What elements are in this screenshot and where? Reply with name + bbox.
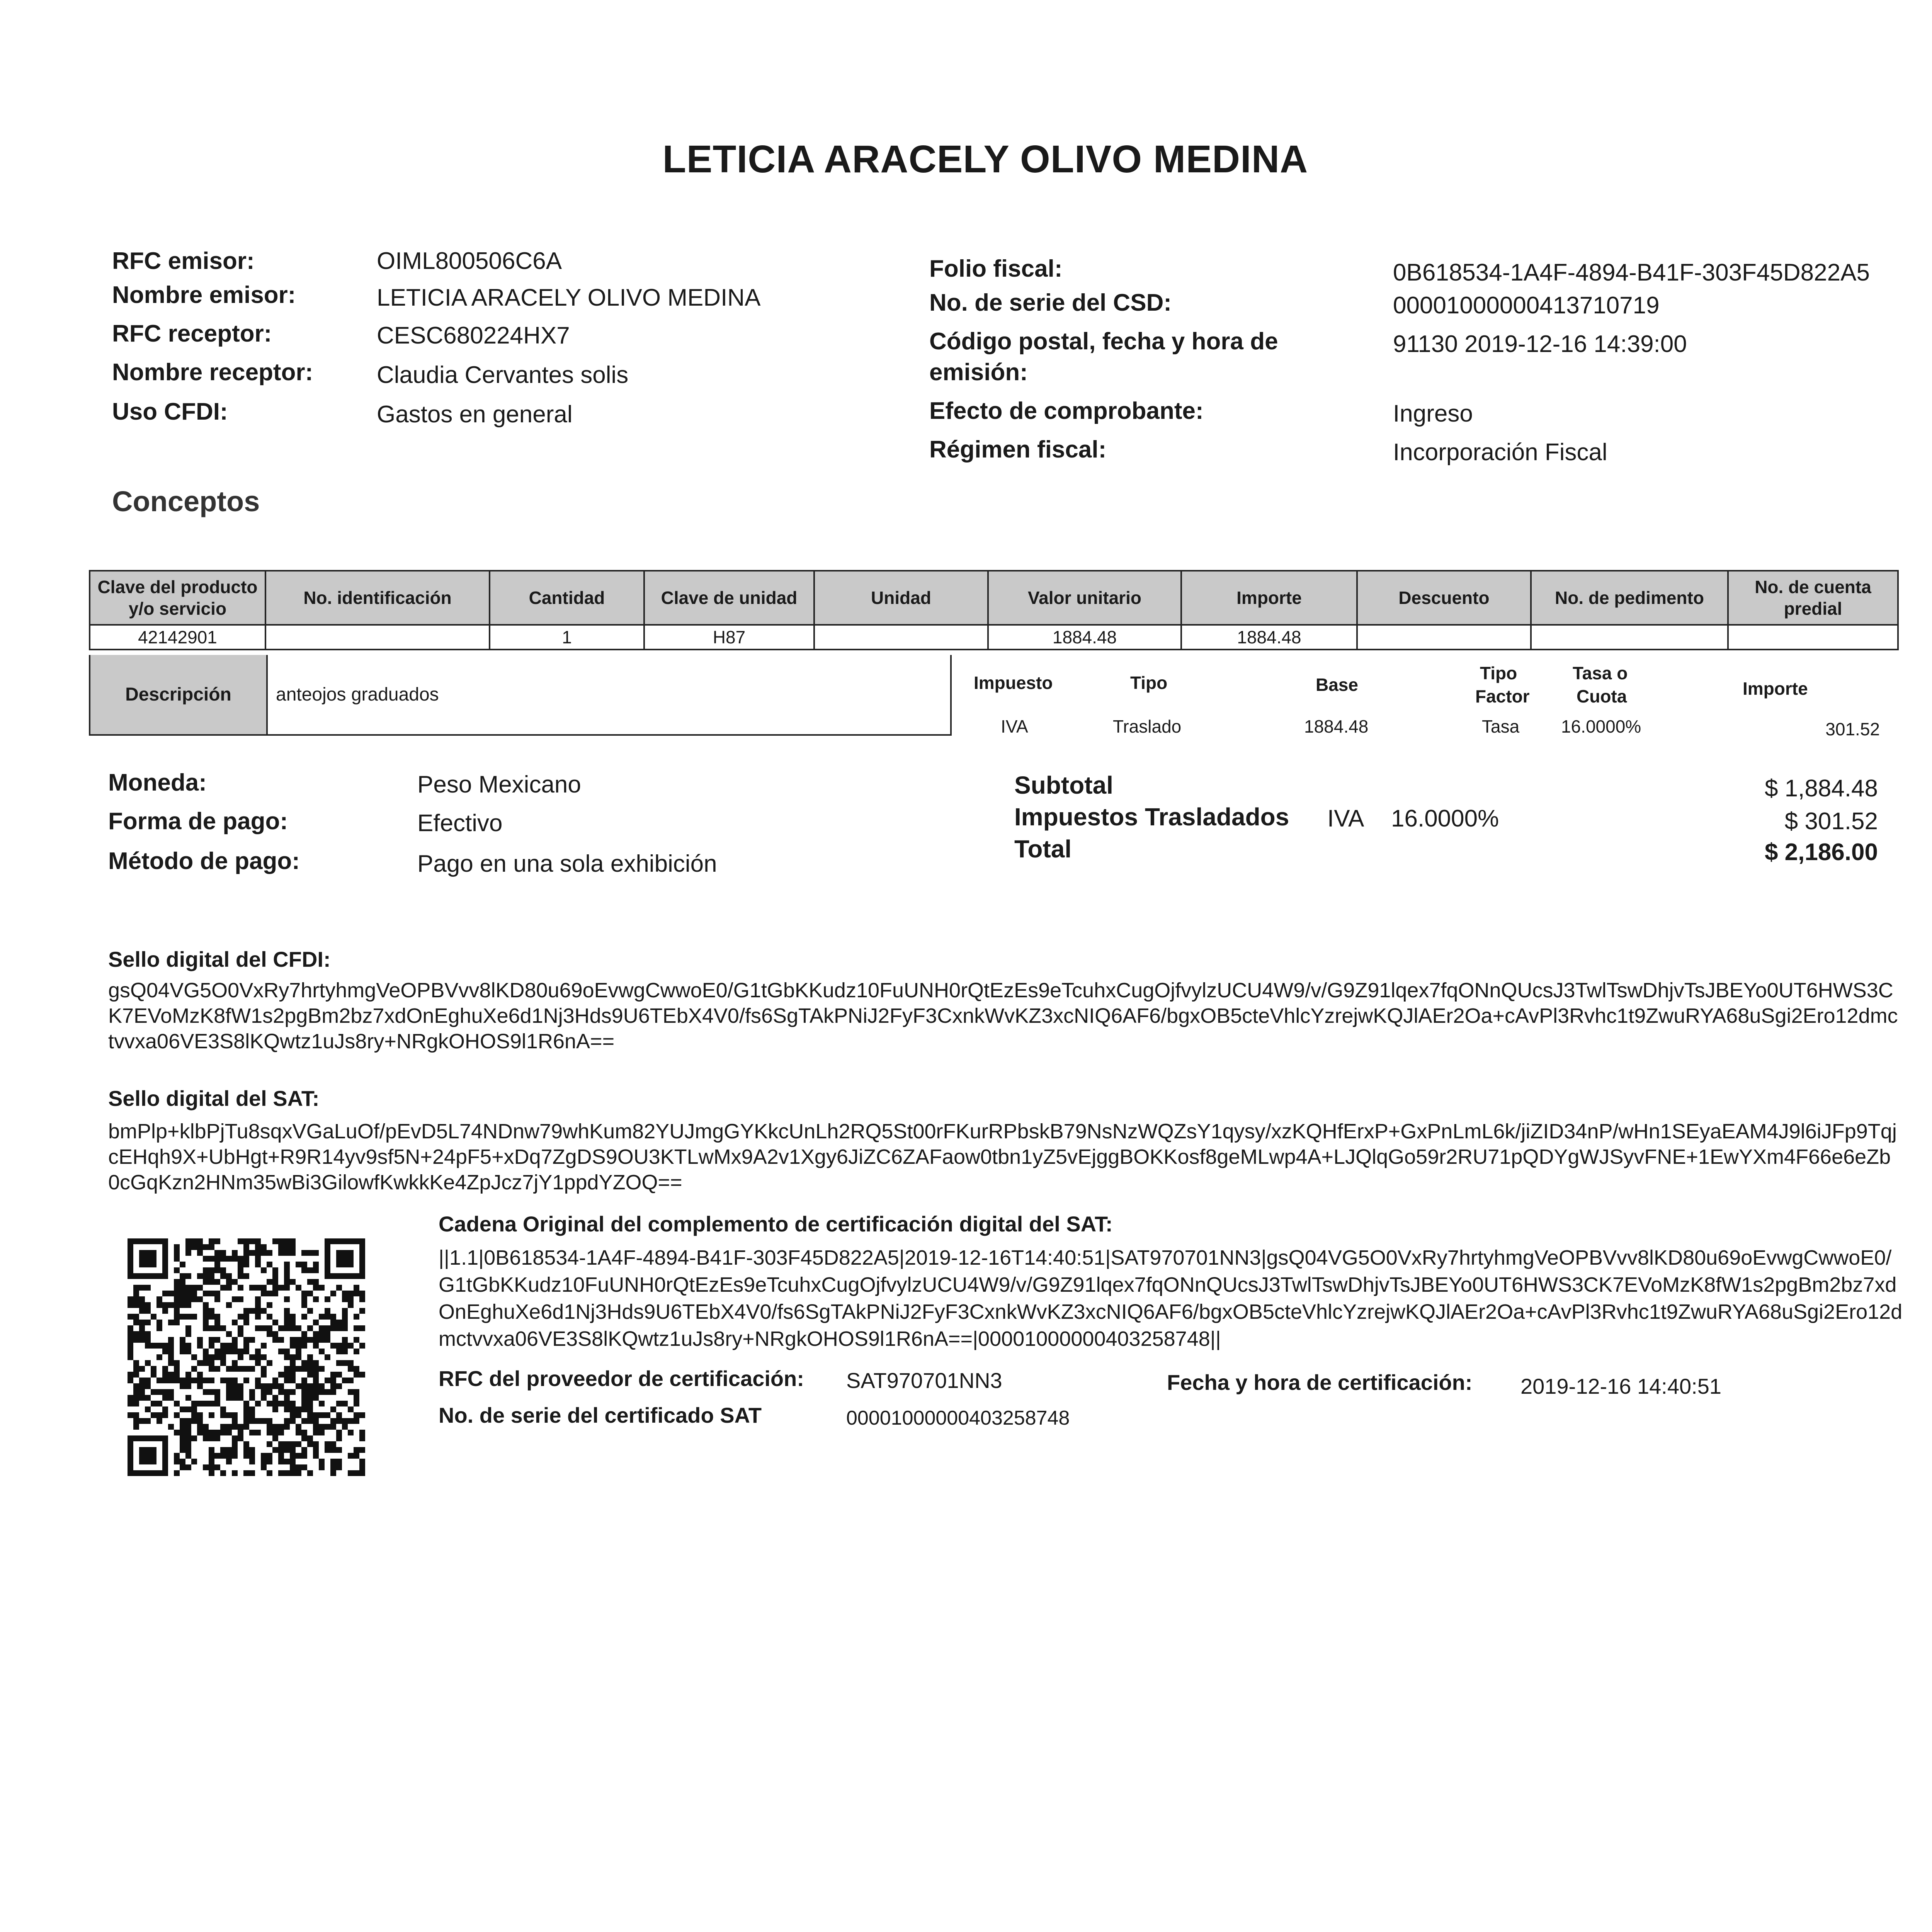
nombre-receptor-label: Nombre receptor: [112,359,313,386]
fecha-certificacion-value: 2019-12-16 14:40:51 [1520,1374,1721,1398]
uso-cfdi-value: Gastos en general [377,401,573,428]
nombre-emisor-value: LETICIA ARACELY OLIVO MEDINA [377,284,761,311]
subtotal-label: Subtotal [1014,771,1113,799]
header-no-identificacion: No. identificación [265,571,490,625]
rfc-emisor-label: RFC emisor: [112,248,255,274]
rfc-receptor-label: RFC receptor: [112,320,272,347]
descripcion-value: anteojos graduados [276,684,439,705]
serie-certificado-sat-value: 00001000000403258748 [846,1407,1070,1429]
moneda-value: Peso Mexicano [417,771,581,798]
serie-csd-value: 00001000000413710719 [1393,292,1660,319]
metodo-pago-label: Método de pago: [108,848,300,874]
metodo-pago-value: Pago en una sola exhibición [417,850,717,877]
header-clave-producto: Clave del producto y/o servicio [90,571,265,625]
header-cantidad: Cantidad [490,571,644,625]
folio-fiscal-label: Folio fiscal: [929,255,1063,282]
cell-valor-unitario: 1884.48 [988,625,1181,650]
impuestos-tasa: 16.0000% [1391,805,1499,832]
cell-no-identificacion [265,625,490,650]
descripcion-label: Descripción [90,655,268,734]
cell-no-cuenta-predial [1728,625,1898,650]
serie-csd-label: No. de serie del CSD: [929,289,1172,316]
cell-unidad [814,625,988,650]
cell-clave-unidad: H87 [644,625,814,650]
cell-no-pedimento [1531,625,1728,650]
uso-cfdi-label: Uso CFDI: [112,398,228,425]
efecto-value: Ingreso [1393,400,1473,427]
impuesto-header: Impuesto [974,673,1053,693]
impuestos-value: $ 301.52 [1784,808,1878,835]
importe-tax-value: 301.52 [1825,719,1880,739]
tipo-header: Tipo [1130,673,1168,693]
total-value: $ 2,186.00 [1764,839,1878,866]
base-header: Base [1316,675,1358,695]
tasa-cuota-header-line2: Cuota [1577,686,1627,706]
tipo-factor-header-line2: Factor [1475,686,1530,706]
serie-certificado-sat-label: No. de serie del certificado SAT [439,1403,762,1427]
header-valor-unitario: Valor unitario [988,571,1181,625]
rfc-emisor-value: OIML800506C6A [377,248,562,274]
impuestos-trasladados-label: Impuestos Trasladados [1014,803,1289,831]
cp-fecha-value: 91130 2019-12-16 14:39:00 [1393,331,1687,357]
sello-sat-value: bmPlp+klbPjTu8sqxVGaLuOf/pEvD5L74NDnw79whKum82YUJmgGYKkcUnLh2RQ5St00rFKurRPbskB79NsNzWQZsY1qysy/xzKQHfErxP+GxPnLmL6k/jiZID34nP/wHn1SEyaEAM4J9l6iJFp9TqjcEHqh9X+UbHgt+R9R14yv9sf5N+24pF5+xDq7ZgDS9OU3KTLwMx9A2v1Xgy6JiZC6ZAFaow0tbn1yZ5vEjggBOKKosf8geMLwp4A+LJQlqGo59r2RU71pQDYgWJSyvFNE+1EwYXm4F66e6eZb0cGqKzn2HNm35wBi3GilowfKwkkKe4ZpJcz7jY1ppdYZOQ== [108,1120,1897,1194]
rfc-proveedor-value: SAT970701NN3 [846,1368,1002,1393]
header-descuento: Descuento [1357,571,1531,625]
rfc-proveedor-label: RFC del proveedor de certificación: [439,1366,804,1391]
fecha-certificacion-label: Fecha y hora de certificación: [1167,1370,1473,1395]
folio-fiscal-value: 0B618534-1A4F-4894-B41F-303F45D822A5 [1393,259,1870,286]
cell-importe: 1884.48 [1181,625,1357,650]
impuesto-value: IVA [1001,716,1028,736]
impuestos-tipo: IVA [1327,805,1364,832]
regimen-label: Régimen fiscal: [929,436,1107,463]
tasa-cuota-value: 16.0000% [1561,716,1641,736]
sello-sat-label: Sello digital del SAT: [108,1086,320,1111]
header-unidad: Unidad [814,571,988,625]
header-no-cuenta-predial: No. de cuenta predial [1728,571,1898,625]
cp-fecha-label-line2: emisión: [929,359,1028,386]
header-importe: Importe [1181,571,1357,625]
conceptos-heading: Conceptos [112,485,260,517]
cell-cantidad: 1 [490,625,644,650]
tipo-factor-header-line1: Tipo [1480,663,1517,683]
moneda-label: Moneda: [108,769,207,796]
header-clave-unidad: Clave de unidad [644,571,814,625]
tipo-factor-value: Tasa [1482,716,1520,736]
tipo-value: Traslado [1113,716,1182,736]
sello-cfdi-label: Sello digital del CFDI: [108,947,331,971]
header-no-pedimento: No. de pedimento [1531,571,1728,625]
subtotal-value: $ 1,884.48 [1764,775,1878,802]
cadena-original-value: ||1.1|0B618534-1A4F-4894-B41F-303F45D822A5|2019-12-16T14:40:51|SAT970701NN3|gsQ04VG5O0VxRy7hrtyhmgVeOPBVvv8lKD80u69oEvwgCwwoE0/G1tGbKKudz10FuUNH0rQtEzEs9eTcuhxCugOjfvylzUCU4W9/v/G9Z91lqex7fqONnQUcsJ3TwlTswDhjvTsJBEYo0UT6HWS3CK7EVoMzK8fW1s2pgBm2bz7xdOnEghuXe6d1Nj3Hds9U6TEbX4V0/fs6SgTAkPNiJ2FyF3CxnkWvKZ3xcNIQ6AF6/bgxOB5cteVhlcYzrejwKQJlAEr2Oa+cAvPl3Rvhc1t9ZwuRYA68uSgi2Ero12dmctvvxa06VE3S8lKQwtz1uJs8ry+NRgkOHOS9l1R6nA==|00001000000403258748|| [439,1246,1903,1350]
nombre-emisor-label: Nombre emisor: [112,282,296,308]
table-row [90,625,1898,650]
forma-pago-value: Efectivo [417,810,503,837]
cp-fecha-label-line1: Código postal, fecha y hora de [929,328,1278,355]
document-title: LETICIA ARACELY OLIVO MEDINA [662,138,1308,181]
base-value: 1884.48 [1304,716,1369,736]
conceptos-table [89,570,1899,650]
total-label: Total [1014,835,1072,863]
cell-clave-producto: 42142901 [90,625,265,650]
forma-pago-label: Forma de pago: [108,808,288,835]
tasa-cuota-header-line1: Tasa o [1573,663,1628,683]
cell-descuento [1357,625,1531,650]
cadena-original-label: Cadena Original del complemento de certificación digital del SAT: [439,1212,1113,1236]
descripcion-box [89,655,952,736]
nombre-receptor-value: Claudia Cervantes solis [377,362,629,388]
qr-code-image [128,1238,365,1476]
efecto-label: Efecto de comprobante: [929,398,1204,424]
regimen-value: Incorporación Fiscal [1393,439,1607,466]
rfc-receptor-value: CESC680224HX7 [377,322,570,349]
importe-tax-header: Importe [1743,679,1808,699]
sello-cfdi-value: gsQ04VG5O0VxRy7hrtyhmgVeOPBVvv8lKD80u69oEvwgCwwoE0/G1tGbKKudz10FuUNH0rQtEzEs9eTcuhxCugOjfvylzUCU4W9/v/G9Z91lqex7fqONnQUcsJ3TwlTswDhjvTsJBEYo0UT6HWS3CK7EVoMzK8fW1s2pgBm2bz7xdOnEghuXe6d1Nj3Hds9U6TEbX4V0/fs6SgTAkPNiJ2FyF3CxnkWvKZ3xcNIQ6AF6/bgxOB5cteVhlcYzrejwKQJlAEr2Oa+cAvPl3Rvhc1t9ZwuRYA68uSgi2Ero12dmctvvxa06VE3S8lKQwtz1uJs8ry+NRgkOHOS9l1R6nA== [108,979,1898,1053]
